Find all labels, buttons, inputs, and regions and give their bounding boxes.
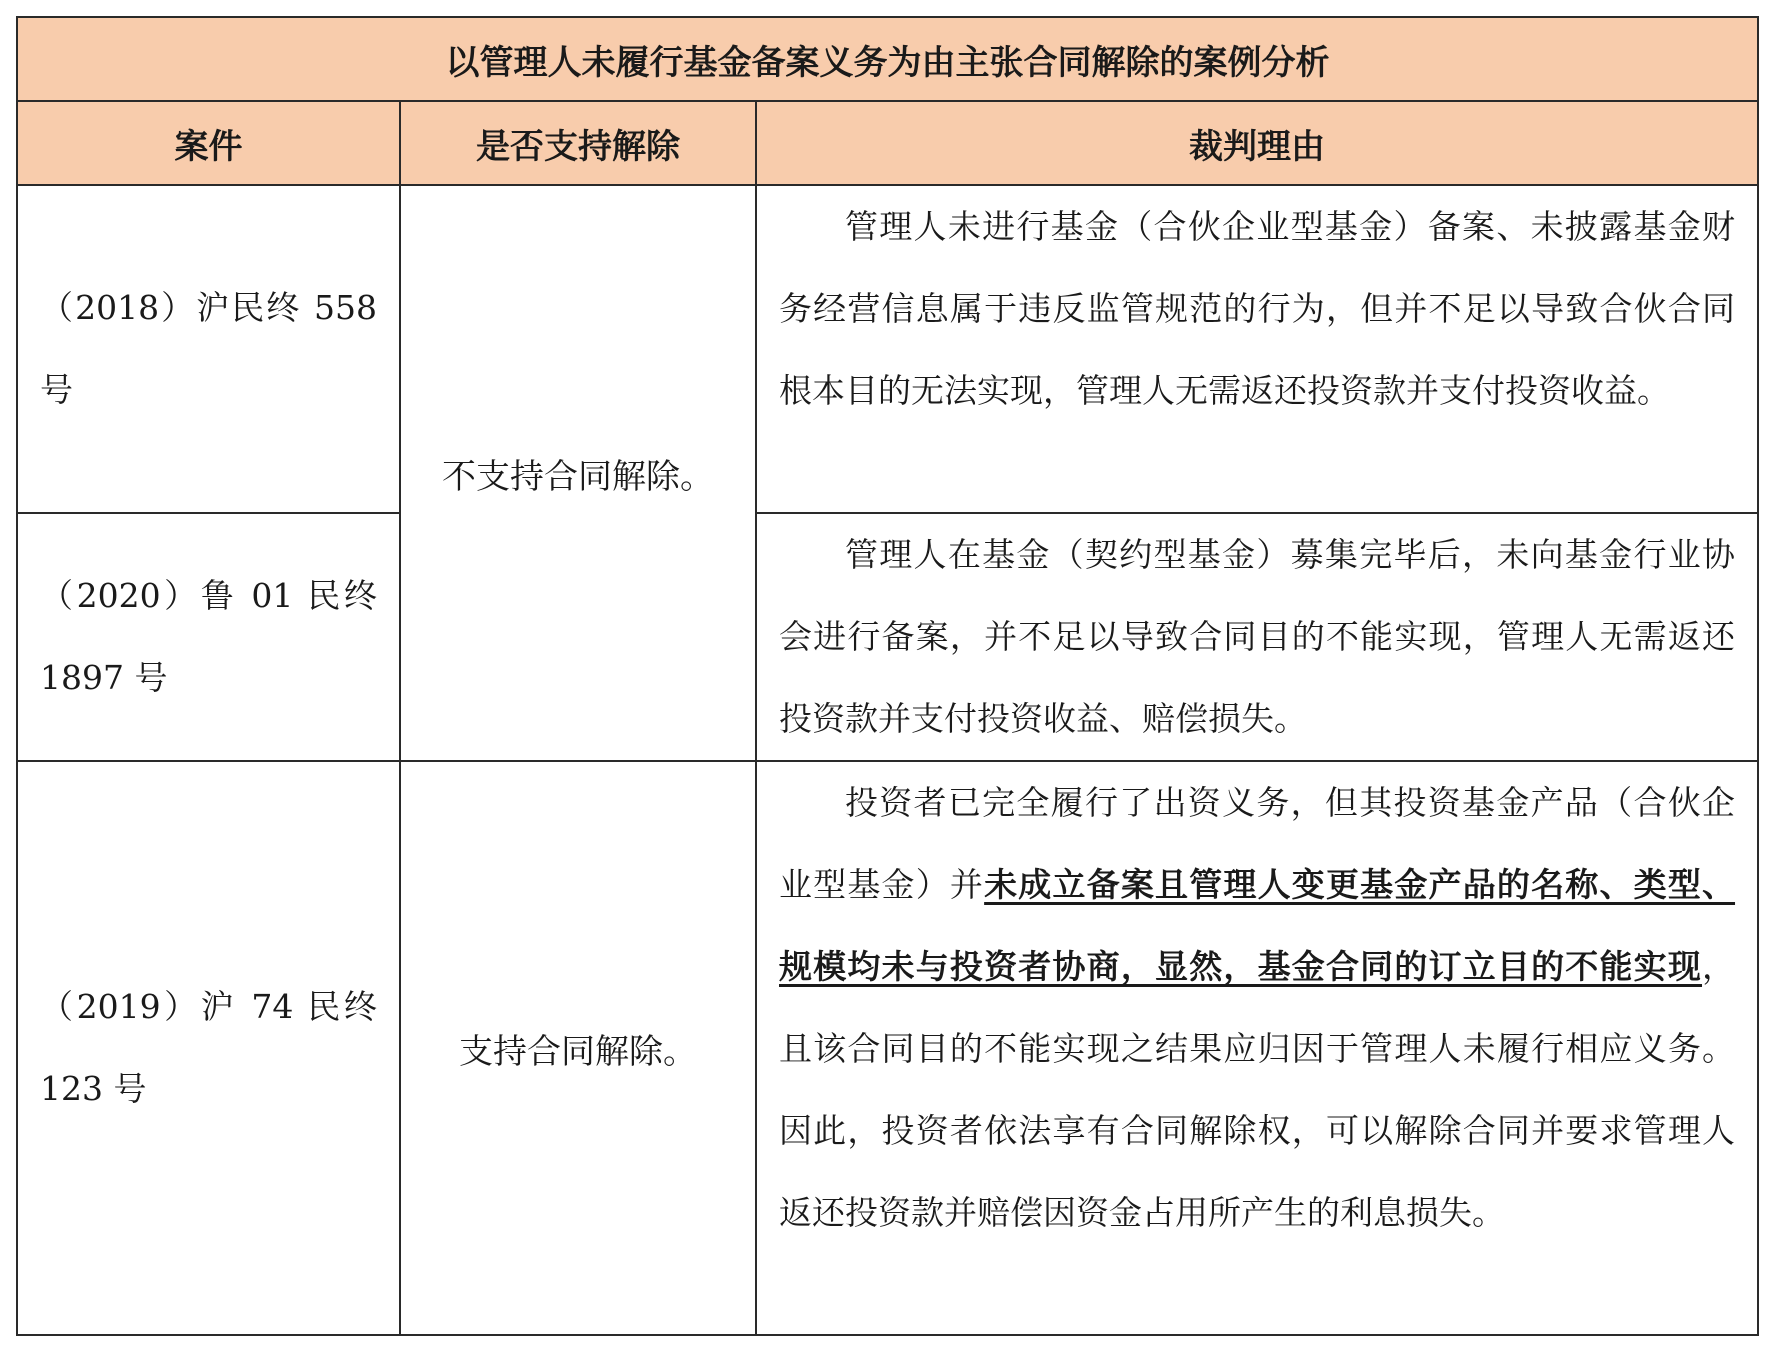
case-cell: （2018）沪民终 558号 [17,185,400,513]
title-row [17,17,1758,101]
reason-text: 管理人未进行基金（合伙企业型基金）备案、未披露基金财务经营信息属于违反监管规范的行为，但并不足以导致合伙合同根本目的无法实现，管理人无需返还投资款并支付投资收益。 [779,207,1736,410]
header-support: 是否支持解除 [400,101,756,185]
table-row [17,185,1758,513]
header-reason: 裁判理由 [756,101,1758,185]
table-row [17,513,1758,761]
support-cell-supported: 支持合同解除。 [400,761,756,1335]
table-row [17,761,1758,1335]
reason-text: 管理人在基金（契约型基金）募集完毕后，未向基金行业协会进行备案，并不足以导致合同目的不能实现，管理人无需返还投资款并支付投资收益、赔偿损失。 [779,535,1736,738]
reason-emphasis: 未成立备案且管理人变更基金产品的名称、类型、规模均未与投资者协商，显然，基金合同的订立目的不能实现 [779,865,1736,986]
table-title: 以管理人未履行基金备案义务为由主张合同解除的案例分析 [17,17,1758,101]
reason-text-part: ，且该合同目的不能实现之结果应归因于管理人未履行相应义务。因此，投资者依法享有合同解除权，可以解除合同并要求管理人返还投资款并赔偿因资金占用所产生的利息损失。 [779,947,1736,1232]
header-row [17,101,1758,185]
support-cell-not-supported: 不支持合同解除。 [400,185,756,761]
case-cell: （2019）沪 74 民终 123 号 [17,761,400,1335]
reason-text-part: 投资者已完全履行了出资义务，但其投资基金产品（合伙企业型基金）并 [779,783,1736,904]
reason-cell [756,761,1758,1335]
header-case: 案件 [17,101,400,185]
case-analysis-table [16,16,1759,1336]
reason-text [779,762,1735,1254]
reason-cell [756,513,1758,761]
case-cell: （2020）鲁 01 民终 1897 号 [17,513,400,761]
reason-cell [756,185,1758,513]
